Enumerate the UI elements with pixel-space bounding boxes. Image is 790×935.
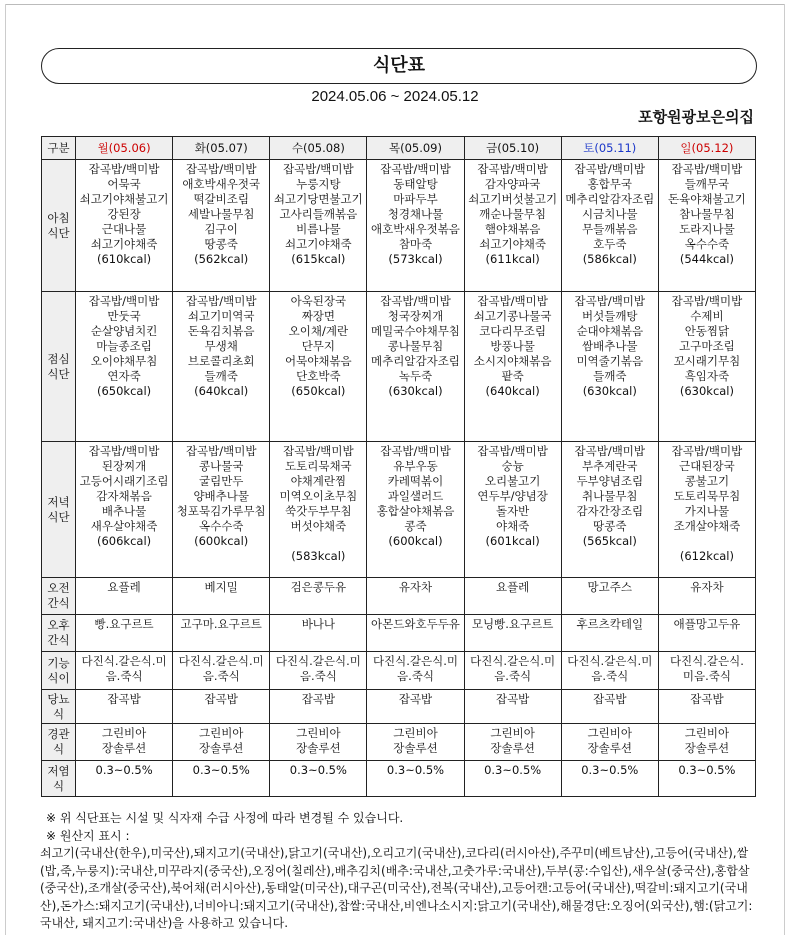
header-row bbox=[42, 137, 756, 160]
row-label: 저염 식 bbox=[42, 761, 76, 797]
menu-cell: 잡곡밥/백미밥 근대된장국 콩불고기 도토리묵무침 가지나물 조개살야채죽 (612kcal) bbox=[658, 442, 755, 578]
row-label: 오후 간식 bbox=[42, 615, 76, 652]
menu-cell: 잡곡밥/백미밥 도토리묵채국 야채계란찜 미역오이초무침 쑥갓두부무침 버섯야채죽 (583kcal) bbox=[270, 442, 367, 578]
menu-cell: 잡곡밥 bbox=[76, 690, 173, 724]
menu-body bbox=[42, 160, 756, 797]
menu-cell: 잡곡밥 bbox=[173, 690, 270, 724]
menu-cell: 잡곡밥/백미밥 부추계란국 두부양념조림 취나물무침 감자간장조림 땅콩죽 (565kcal) bbox=[561, 442, 658, 578]
menu-cell: 그린비아 장솔루션 bbox=[270, 724, 367, 761]
menu-cell: 베지밀 bbox=[173, 578, 270, 615]
header-day-tue: 화(05.07) bbox=[173, 137, 270, 160]
afternoon-snack-row bbox=[42, 615, 756, 652]
menu-cell: 그린비아 장솔루션 bbox=[464, 724, 561, 761]
menu-cell: 0.3~0.5% bbox=[464, 761, 561, 797]
menu-cell: 잡곡밥/백미밥 수제비 안동찜닭 고구마조림 꼬시래기무침 흑임자죽 (630kcal) bbox=[658, 292, 755, 442]
menu-cell: 망고주스 bbox=[561, 578, 658, 615]
date-range: 2024.05.06 ~ 2024.05.12 bbox=[311, 88, 479, 105]
texture-diet-row bbox=[42, 652, 756, 690]
menu-cell: 다진식.갈은식. 미음.죽식 bbox=[658, 652, 755, 690]
menu-cell: 다진식.갈은식.미음.죽식 bbox=[561, 652, 658, 690]
origin-text: 쇠고기(국내산(한우),미국산),돼지고기(국내산),닭고기(국내산),오리고기(국내산),코다리(러시아산),주꾸미(베트남산),고등어(국내산),쌀(밥,죽,누룽지):국내산,미꾸라지(중국산),오징어(칠레산),배추김치(배추:국내산,고춧가루:국내산),두부(콩:수입산),새우살(중국산),홍합살(중국산),조개살(중국산),북어채(러시아산),동태알(미국산),대구곤(미국산),전복(국내산),고등어캔:고등어(국내산),떡갈비:돼지고기(국내산),돈가스:돼지고기(국내산),너비아니:돼지고기(국내산),찹쌀:국내산,비엔나소시지:닭고기(국내산),해물경단:오징어(외국산),햄:(닭고기:국내산, 돼지고기:국내산)을 사용하고 있습니다. bbox=[40, 846, 753, 930]
header-day-sun: 일(05.12) bbox=[658, 137, 755, 160]
origin-title: ※ 원산지 표시 : bbox=[46, 828, 130, 843]
menu-cell: 다진식.갈은식.미음.죽식 bbox=[173, 652, 270, 690]
row-label: 점심 식단 bbox=[42, 292, 76, 442]
menu-cell: 다진식.갈은식.미음.죽식 bbox=[367, 652, 464, 690]
row-label: 경관 식 bbox=[42, 724, 76, 761]
menu-cell: 그린비아 장솔루션 bbox=[658, 724, 755, 761]
menu-cell: 잡곡밥/백미밥 동태알탕 마파두부 청경채나물 애호박새우젓볶음 참마죽 (573kcal) bbox=[367, 160, 464, 292]
row-label: 당뇨 식 bbox=[42, 690, 76, 724]
menu-cell: 바나나 bbox=[270, 615, 367, 652]
menu-cell: 요플레 bbox=[76, 578, 173, 615]
menu-cell: 아욱된장국 짜장면 오이채/계란 단무지 어묵야채볶음 단호박죽 (650kcal) bbox=[270, 292, 367, 442]
menu-cell: 그린비아 장솔루션 bbox=[561, 724, 658, 761]
menu-cell: 요플레 bbox=[464, 578, 561, 615]
menu-cell: 잡곡밥 bbox=[658, 690, 755, 724]
menu-cell: 잡곡밥/백미밥 숭늉 오리불고기 연두부/양념장 돌자반 야채죽 (601kcal) bbox=[464, 442, 561, 578]
menu-cell: 그린비아 장솔루션 bbox=[367, 724, 464, 761]
change-notice: ※ 위 식단표는 시설 및 식자재 수급 사정에 따라 변경될 수 있습니다. bbox=[46, 811, 404, 825]
menu-cell: 모닝빵.요구르트 bbox=[464, 615, 561, 652]
morning-snack-row bbox=[42, 578, 756, 615]
menu-cell: 잡곡밥/백미밥 애호박새우젓국 떡갈비조림 세발나물무침 김구이 땅콩죽 (562kcal) bbox=[173, 160, 270, 292]
menu-cell: 잡곡밥/백미밥 감자양파국 쇠고기버섯불고기 깨순나물무침 햄야채볶음 쇠고기야채죽 (611kcal) bbox=[464, 160, 561, 292]
menu-cell: 잡곡밥/백미밥 누룽지탕 쇠고기당면불고기 고사리들깨볶음 비름나물 쇠고기야채죽 (615kcal) bbox=[270, 160, 367, 292]
menu-cell: 잡곡밥/백미밥 홍합무국 메추리알감자조림 시금치나물 무들깨볶음 호두죽 (586kcal) bbox=[561, 160, 658, 292]
right-border bbox=[784, 4, 785, 935]
menu-cell: 고구마.요구르트 bbox=[173, 615, 270, 652]
menu-cell: 잡곡밥 bbox=[464, 690, 561, 724]
menu-cell: 잡곡밥 bbox=[367, 690, 464, 724]
menu-cell: 후르츠칵테일 bbox=[561, 615, 658, 652]
menu-cell: 잡곡밥/백미밥 어묵국 쇠고기야채불고기 강된장 근대나물 쇠고기야채죽 (610kcal) bbox=[76, 160, 173, 292]
tube-feeding-row bbox=[42, 724, 756, 761]
menu-cell: 0.3~0.5% bbox=[76, 761, 173, 797]
low-sodium-row bbox=[42, 761, 756, 797]
menu-cell: 0.3~0.5% bbox=[658, 761, 755, 797]
header-category: 구분 bbox=[42, 137, 76, 160]
menu-cell: 그린비아 장솔루션 bbox=[173, 724, 270, 761]
menu-cell: 잡곡밥/백미밥 청국장찌개 메밀국수야채무침 콩나물무침 메추리알감자조림 녹두죽 (630kcal) bbox=[367, 292, 464, 442]
menu-cell: 잡곡밥/백미밥 콩나물국 굴림만두 양배추나물 청포묵김가루무침 옥수수죽 (600kcal) bbox=[173, 442, 270, 578]
menu-cell: 0.3~0.5% bbox=[367, 761, 464, 797]
header-day-fri: 금(05.10) bbox=[464, 137, 561, 160]
top-border bbox=[6, 4, 784, 5]
left-border bbox=[5, 4, 6, 935]
dinner-row bbox=[42, 442, 756, 578]
menu-cell: 잡곡밥 bbox=[561, 690, 658, 724]
menu-cell: 잡곡밥/백미밥 들깨무국 돈육야채불고기 참나물무침 도라지나물 옥수수죽 (544kcal) bbox=[658, 160, 755, 292]
menu-cell: 다진식.갈은식.미음.죽식 bbox=[464, 652, 561, 690]
menu-cell: 잡곡밥 bbox=[270, 690, 367, 724]
header-day-wed: 수(05.08) bbox=[270, 137, 367, 160]
menu-cell: 다진식.갈은식.미음.죽식 bbox=[270, 652, 367, 690]
organization-name: 포항원광보은의집 bbox=[638, 108, 754, 126]
menu-cell: 빵.요구르트 bbox=[76, 615, 173, 652]
notes bbox=[44, 810, 756, 845]
row-label: 기능 식이 bbox=[42, 652, 76, 690]
menu-cell: 잡곡밥/백미밥 만둣국 순살양념치킨 마늘종조림 오이야채무침 연자죽 (650kcal) bbox=[76, 292, 173, 442]
menu-table bbox=[41, 136, 756, 797]
lunch-row bbox=[42, 292, 756, 442]
menu-title: 식단표 bbox=[41, 48, 757, 84]
menu-cell: 잡곡밥/백미밥 쇠고기콩나물국 코다리무조림 방풍나물 소시지야채볶음 팥죽 (640kcal) bbox=[464, 292, 561, 442]
menu-cell: 검은콩두유 bbox=[270, 578, 367, 615]
menu-cell: 0.3~0.5% bbox=[173, 761, 270, 797]
menu-cell: 아몬드와호두두유 bbox=[367, 615, 464, 652]
breakfast-row bbox=[42, 160, 756, 292]
menu-cell: 잡곡밥/백미밥 유부우동 카레떡볶이 과일샐러드 홍합살야채볶음 콩죽 (600kcal) bbox=[367, 442, 464, 578]
menu-cell: 그린비아 장솔루션 bbox=[76, 724, 173, 761]
menu-cell: 애플망고두유 bbox=[658, 615, 755, 652]
menu-cell: 잡곡밥/백미밥 된장찌개 고등어시래기조림 감자채볶음 배추나물 새우살야채죽 (606kcal) bbox=[76, 442, 173, 578]
menu-cell: 유자차 bbox=[367, 578, 464, 615]
header-day-mon: 월(05.06) bbox=[76, 137, 173, 160]
menu-cell: 0.3~0.5% bbox=[270, 761, 367, 797]
row-label: 오전 간식 bbox=[42, 578, 76, 615]
menu-cell: 유자차 bbox=[658, 578, 755, 615]
menu-cell: 0.3~0.5% bbox=[561, 761, 658, 797]
menu-cell: 잡곡밥/백미밥 쇠고기미역국 돈육김치볶음 무생채 브로콜리초회 들깨죽 (640kcal) bbox=[173, 292, 270, 442]
header-day-sat: 토(05.11) bbox=[561, 137, 658, 160]
diabetic-diet-row bbox=[42, 690, 756, 724]
menu-cell: 다진식.갈은식.미음.죽식 bbox=[76, 652, 173, 690]
row-label: 아침 식단 bbox=[42, 160, 76, 292]
row-label: 저녁 식단 bbox=[42, 442, 76, 578]
menu-cell: 잡곡밥/백미밥 버섯들깨탕 순대야채볶음 쌈배추나물 미역줄기볶음 들깨죽 (630kcal) bbox=[561, 292, 658, 442]
header-day-thu: 목(05.09) bbox=[367, 137, 464, 160]
